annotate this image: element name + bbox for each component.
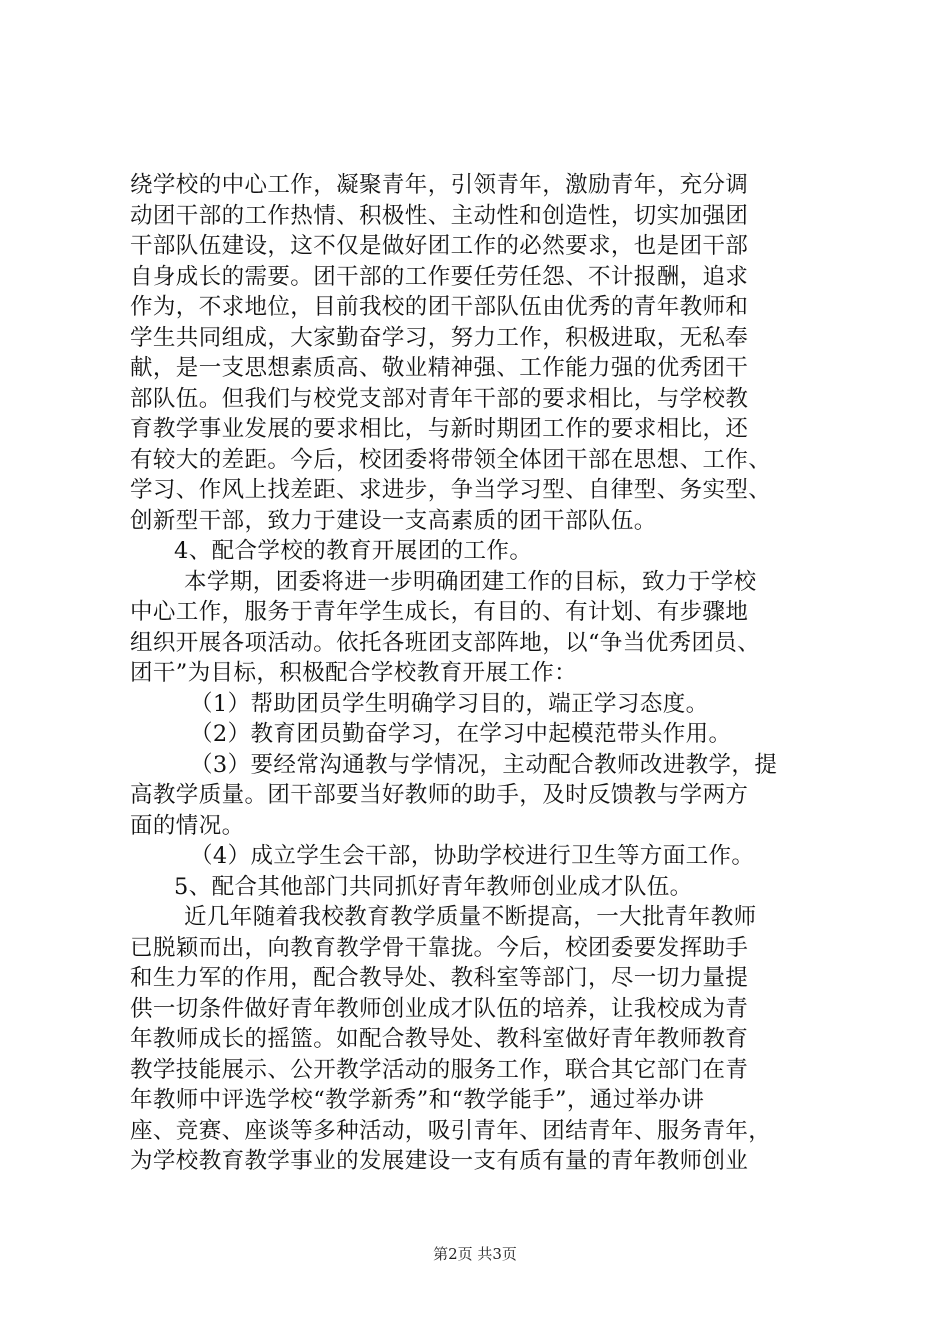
- body-line: 动团干部的工作热情、积极性、主动性和创造性，切实加强团: [130, 202, 749, 229]
- body-line: 干部队伍建设，这不仅是做好团工作的必然要求，也是团干部: [130, 233, 749, 259]
- body-line: 部队伍。但我们与校党支部对青年干部的要求相比，与学校教: [130, 385, 749, 412]
- paragraph-first-line: 本学期，团委将进一步明确团建工作的目标，致力于学校: [184, 568, 757, 595]
- body-line: 自身成长的需要。团干部的工作要任劳任怨、不计报酬，追求: [130, 263, 749, 290]
- body-line: 有较大的差距。今后，校团委将带领全体团干部在思想、工作、: [130, 446, 772, 473]
- document-body: [130, 170, 830, 1177]
- list-item: （2）教育团员勤奋学习，在学习中起模范带头作用。: [190, 721, 732, 747]
- page-footer: 第2页 共3页: [433, 1245, 517, 1263]
- body-line: 为学校教育教学事业的发展建设一支有质有量的青年教师创业: [130, 1148, 749, 1174]
- body-line: 献，是一支思想素质高、敬业精神强、工作能力强的优秀团干: [130, 355, 749, 381]
- body-line: 创新型干部，致力于建设一支高素质的团干部队伍。: [130, 507, 657, 534]
- body-line: 高教学质量。团干部要当好教师的助手，及时反馈教与学两方: [130, 782, 749, 808]
- body-line: 团干”为目标，积极配合学校教育开展工作：: [130, 660, 578, 686]
- body-line: 学习、作风上找差距、求进步，争当学习型、自律型、务实型、: [130, 477, 772, 503]
- list-item: （3）要经常沟通教与学情况，主动配合教师改进教学，提: [190, 751, 778, 778]
- paragraph-first-line: 近几年随着我校教育教学质量不断提高，一大批青年教师: [184, 904, 757, 930]
- body-line: 绕学校的中心工作，凝聚青年，引领青年，激励青年，充分调: [130, 172, 749, 198]
- body-line: 育教学事业发展的要求相比，与新时期团工作的要求相比，还: [130, 416, 749, 442]
- body-line: 座、竞赛、座谈等多种活动，吸引青年、团结青年、服务青年，: [130, 1117, 772, 1144]
- body-line: 教学技能展示、公开教学活动的服务工作，联合其它部门在青: [130, 1056, 749, 1083]
- body-line: 面的情况。: [130, 812, 245, 839]
- body-line: 供一切条件做好青年教师创业成才队伍的培养，让我校成为青: [130, 995, 749, 1022]
- section-heading: 4、配合学校的教育开展团的工作。: [174, 538, 533, 564]
- body-line: 年教师成长的摇篮。如配合教导处、教科室做好青年教师教育: [130, 1026, 749, 1052]
- body-line: 学生共同组成，大家勤奋学习，努力工作，积极进取，无私奉: [130, 324, 749, 351]
- body-line: 中心工作，服务于青年学生成长，有目的、有计划、有步骤地: [130, 599, 749, 625]
- list-item: （1）帮助团员学生明确学习目的，端正学习态度。: [190, 690, 709, 717]
- body-line: 年教师中评选学校“教学新秀”和“教学能手”，通过举办讲: [130, 1087, 705, 1113]
- body-line: 和生力军的作用，配合教导处、教科室等部门，尽一切力量提: [130, 965, 749, 991]
- section-heading: 5、配合其他部门共同抓好青年教师创业成才队伍。: [174, 873, 693, 900]
- list-item: （4）成立学生会干部，协助学校进行卫生等方面工作。: [190, 843, 755, 869]
- body-line: 组织开展各项活动。依托各班团支部阵地，以“争当优秀团员、: [130, 629, 761, 656]
- body-line: 作为，不求地位，目前我校的团干部队伍由优秀的青年教师和: [130, 294, 749, 320]
- body-line: 已脱颖而出，向教育教学骨干靠拢。今后，校团委要发挥助手: [130, 934, 749, 961]
